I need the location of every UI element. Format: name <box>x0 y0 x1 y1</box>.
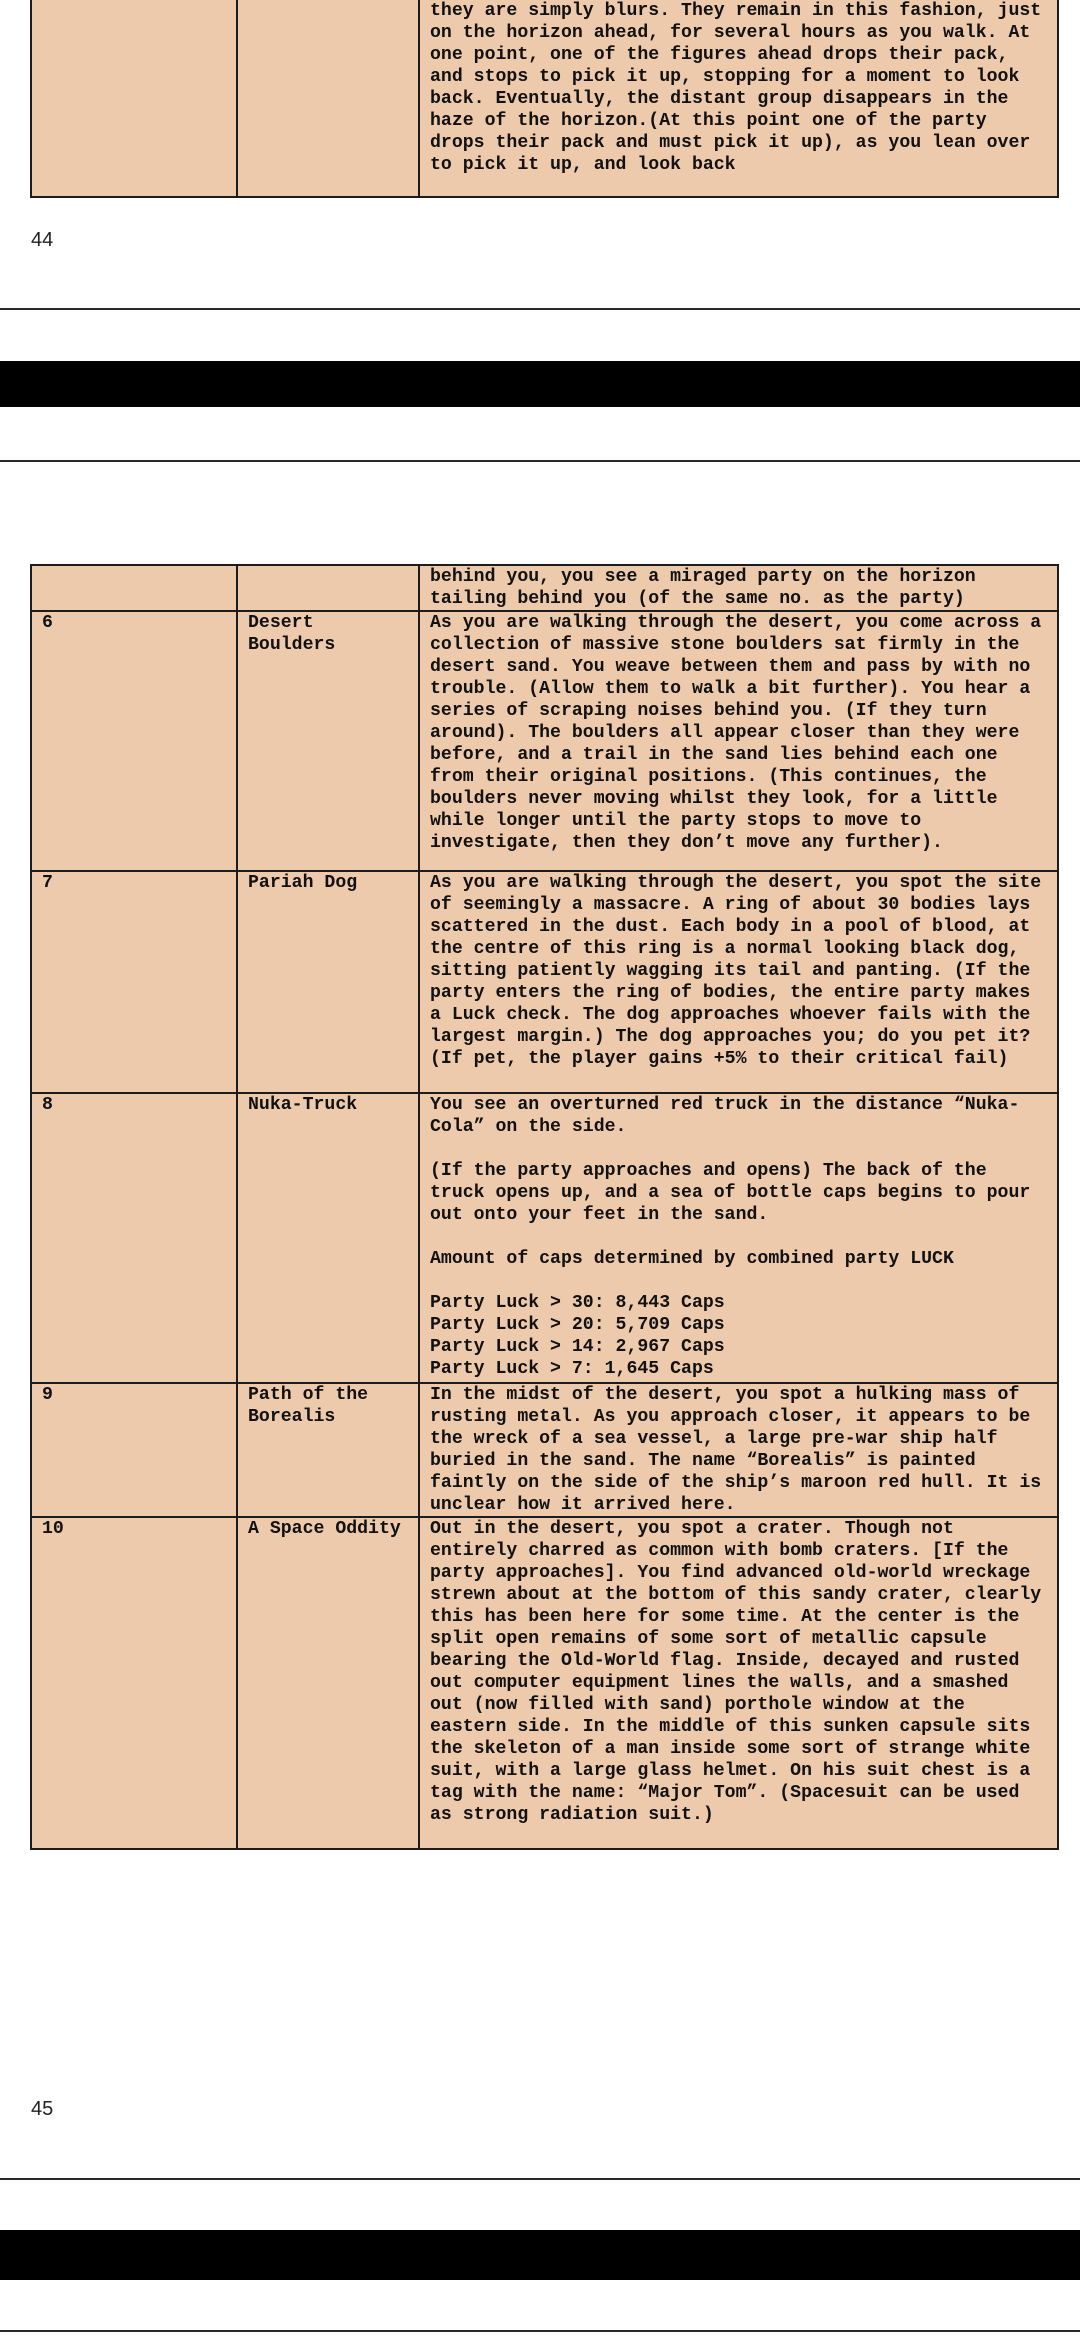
table-row <box>31 565 1058 611</box>
name-cell: Desert Boulders <box>237 611 419 871</box>
description-cell: As you are walking through the desert, you spot the site of seemingly a massacre. A ring of about 30 bodies lays scattered in the dust. Each body in a pool of blood, at the centre of this ring is a normal looking black dog, sitting patiently wagging its tail and panting. (If the party enters the ring of bodies, the entire party makes a Luck check. The dog approaches whoever fails with the largest margin.) The dog approaches you; do you pet it? (If pet, the player gains +5% to their critical fail) <box>419 871 1058 1093</box>
page-separator-band <box>0 361 1080 407</box>
number-cell <box>31 565 237 611</box>
name-cell: Pariah Dog <box>237 871 419 1093</box>
page-separator-band <box>0 2230 1080 2280</box>
table-row <box>31 0 1058 197</box>
description-cell: behind you, you see a miraged party on the horizon tailing behind you (of the same no. as the party) <box>419 565 1058 611</box>
description-cell: they are simply blurs. They remain in this fashion, just on the horizon ahead, for several hours as you walk. At one point, one of the figures ahead drops their pack, and stops to pick it up, stopping for a moment to look back. Eventually, the distant group disappears in the haze of the horizon.(At this point one of the party drops their pack and must pick it up), as you lean over to pick it up, and look back <box>419 0 1058 197</box>
number-cell <box>31 0 237 197</box>
number-cell: 9 <box>31 1383 237 1517</box>
encounter-table-page-45 <box>30 564 1059 1850</box>
name-cell <box>237 565 419 611</box>
page-number: 45 <box>31 2098 54 2120</box>
table-row <box>31 871 1058 1093</box>
description-cell: Out in the desert, you spot a crater. Though not entirely charred as common with bomb craters. [If the party approaches]. You find advanced old-world wreckage strewn about at the bottom of this sandy crater, clearly this has been here for some time. At the center is the split open remains of some sort of metallic capsule bearing the Old-World flag. Inside, decayed and rusted out computer equipment lines the walls, and a smashed out (now filled with sand) porthole window at the eastern side. In the middle of this sunken capsule sits the skeleton of a man inside some sort of strange white suit, with a large glass helmet. On his suit chest is a tag with the name: “Major Tom”. (Spacesuit can be used as strong radiation suit.) <box>419 1517 1058 1849</box>
description-cell: As you are walking through the desert, you come across a collection of massive stone boulders sat firmly in the desert sand. You weave between them and pass by with no trouble. (Allow them to walk a bit further). You hear a series of scraping noises behind you. (If they turn around). The boulders all appear closer than they were before, and a trail in the sand lies behind each one from their original positions. (This continues, the boulders never moving whilst they look, for a little while longer until the party stops to move to investigate, then they don’t move any further). <box>419 611 1058 871</box>
number-cell: 7 <box>31 871 237 1093</box>
page-divider <box>0 308 1080 310</box>
table-row <box>31 1383 1058 1517</box>
page-number: 44 <box>31 229 54 251</box>
name-cell: Nuka-Truck <box>237 1093 419 1383</box>
table-row <box>31 1093 1058 1383</box>
table-row <box>31 1517 1058 1849</box>
table-row <box>31 611 1058 871</box>
encounter-table-page-44 <box>30 0 1059 198</box>
number-cell: 6 <box>31 611 237 871</box>
page-divider <box>0 2330 1080 2332</box>
page-divider <box>0 460 1080 462</box>
description-cell: You see an overturned red truck in the distance “Nuka-Cola” on the side. (If the party approaches and opens) The back of the truck opens up, and a sea of bottle caps begins to pour out onto your feet in the sand. Amount of caps determined by combined party LUCK Party Luck > 30: 8,443 Caps Party Luck > 20: 5,709 Caps Party Luck > 14: 2,967 Caps Party Luck > 7: 1,645 Caps <box>419 1093 1058 1383</box>
name-cell: A Space Oddity <box>237 1517 419 1849</box>
page-divider <box>0 2178 1080 2180</box>
name-cell <box>237 0 419 197</box>
number-cell: 10 <box>31 1517 237 1849</box>
number-cell: 8 <box>31 1093 237 1383</box>
description-cell: In the midst of the desert, you spot a hulking mass of rusting metal. As you approach closer, it appears to be the wreck of a sea vessel, a large pre-war ship half buried in the sand. The name “Borealis” is painted faintly on the side of the ship’s maroon red hull. It is unclear how it arrived here. <box>419 1383 1058 1517</box>
name-cell: Path of the Borealis <box>237 1383 419 1517</box>
